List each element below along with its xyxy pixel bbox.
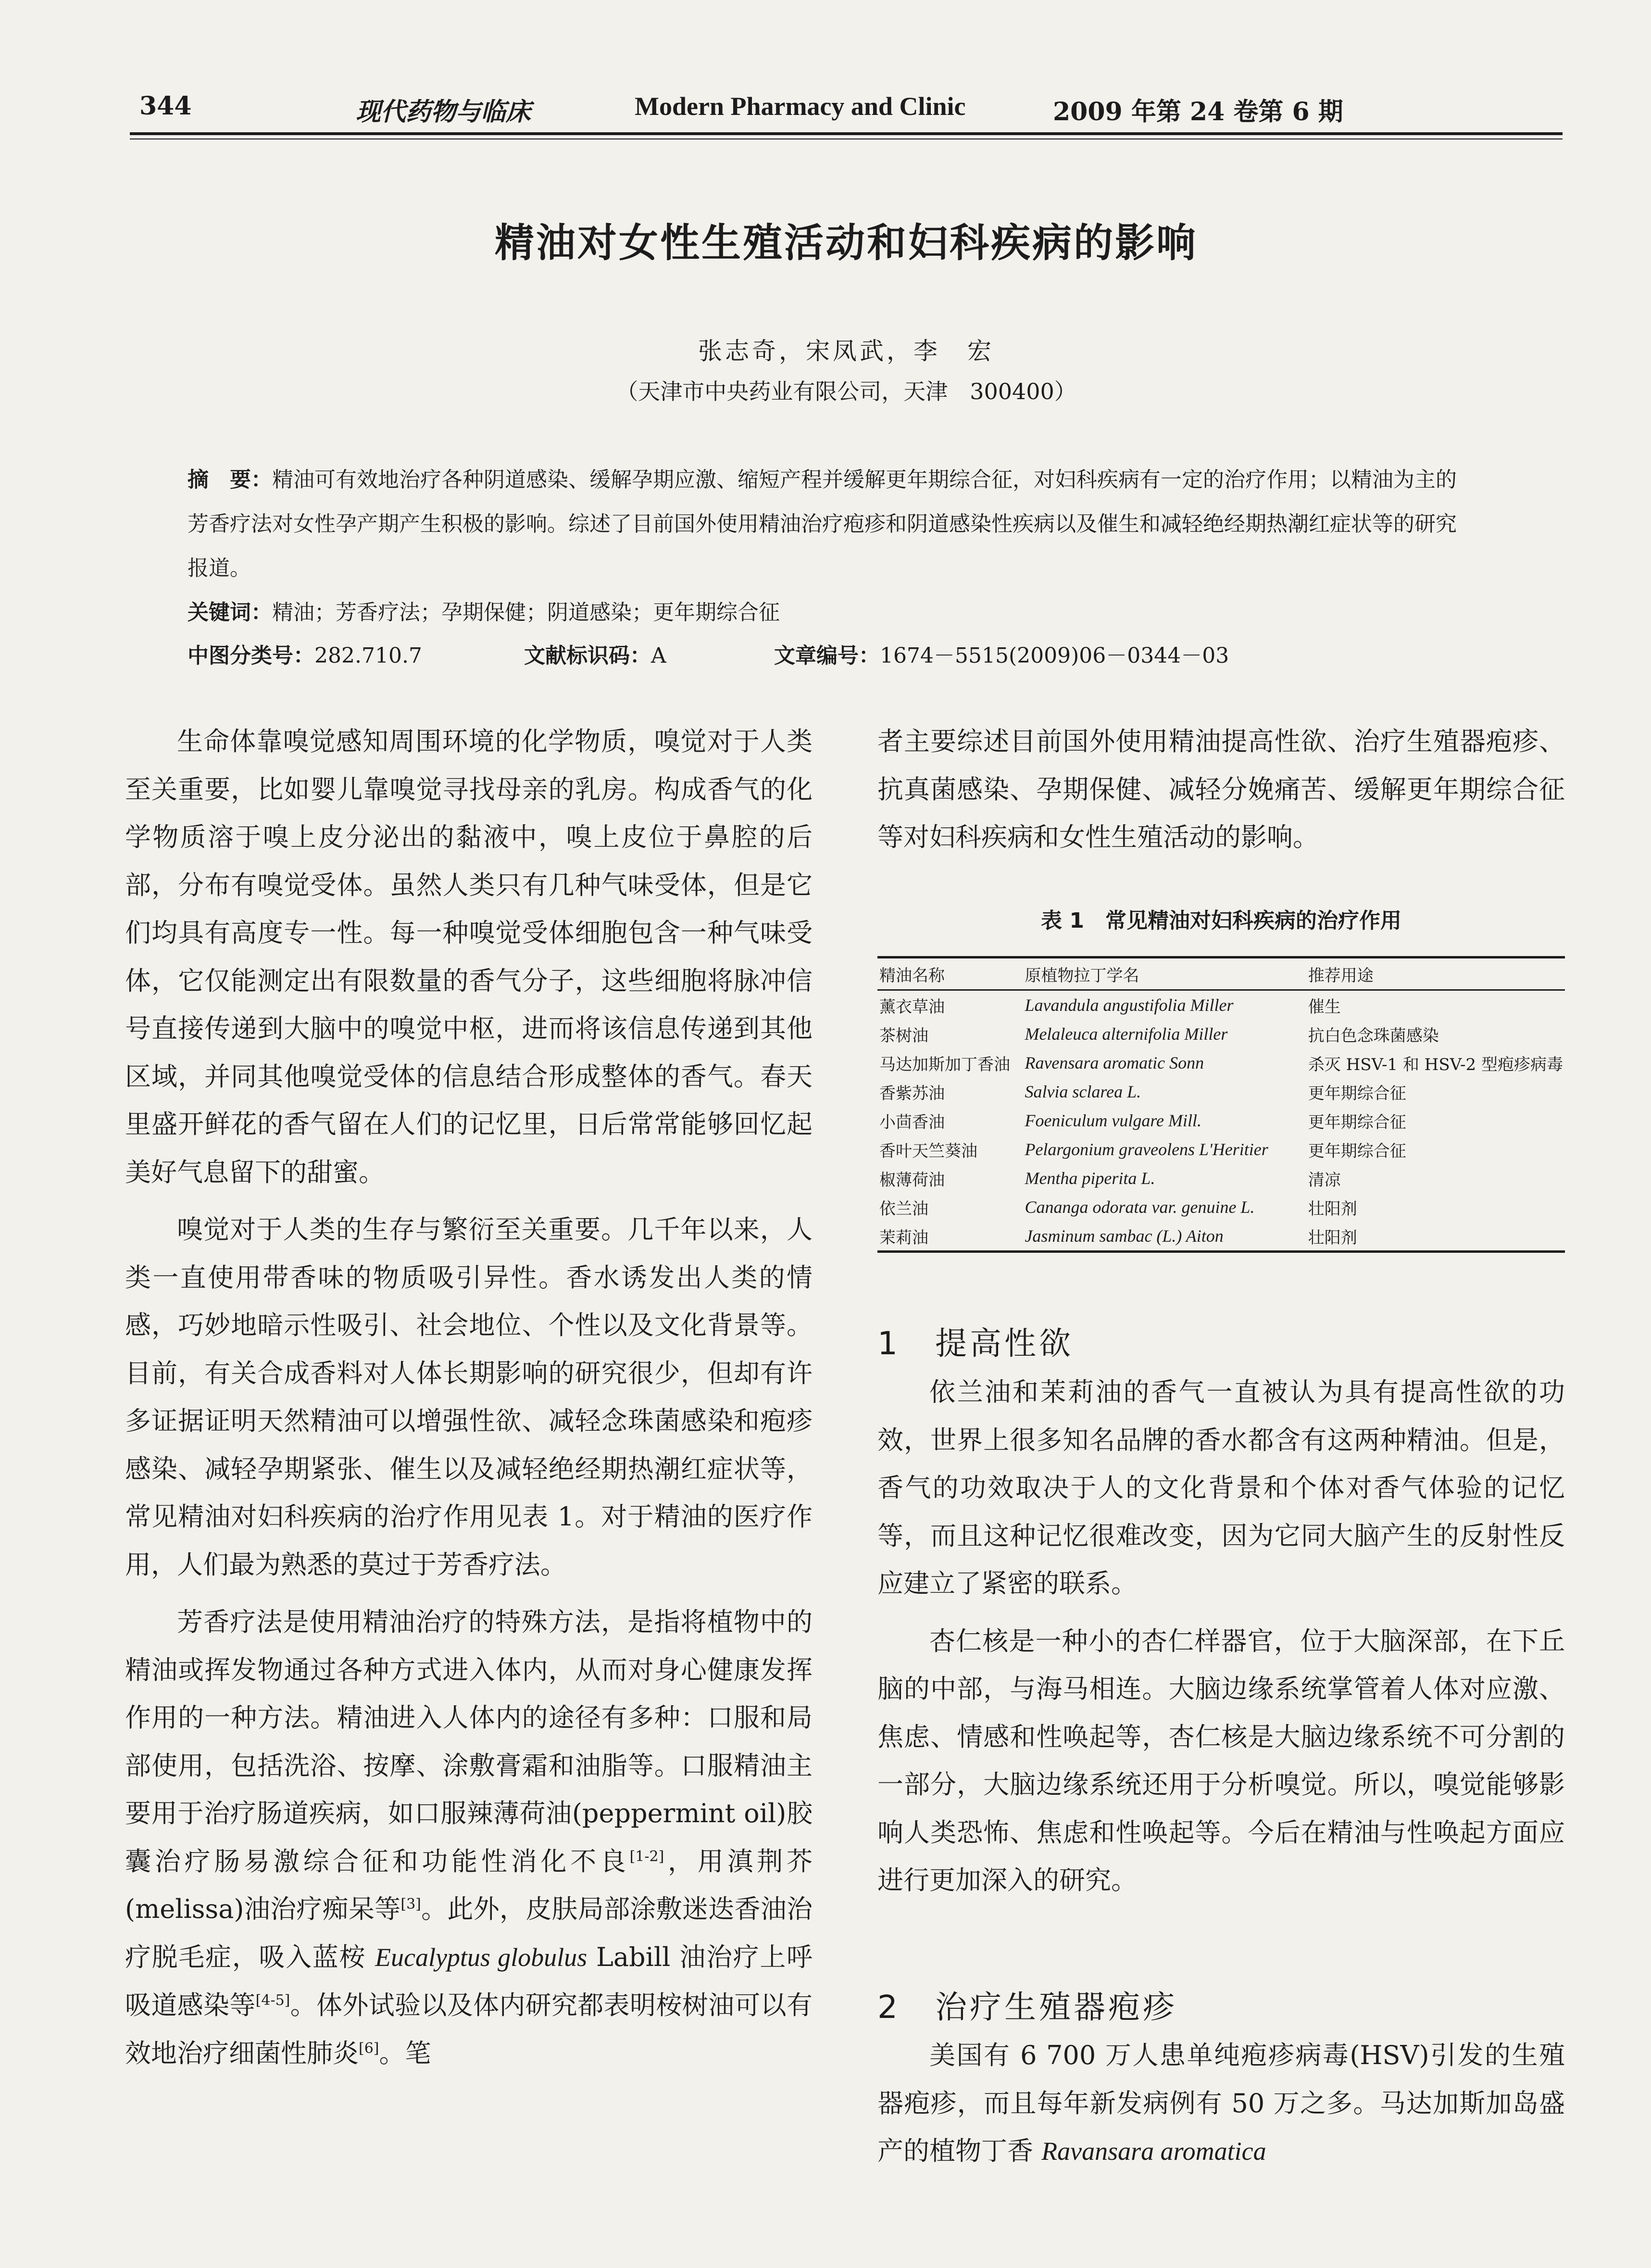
text-run: 。此外，皮肤局部涂敷迷迭香油治疗脱毛症，吸入蓝桉: [125, 1894, 813, 1972]
table-cell: 马达加斯加丁香油: [879, 1055, 1010, 1074]
table-cell: Melaleuca alternifolia Miller: [1025, 1024, 1228, 1044]
table-cell: Salvia sclarea L.: [1025, 1082, 1141, 1101]
scientific-name: Ravansara aromatica: [1041, 2137, 1266, 2166]
table-cell: 壮阳剂: [1308, 1199, 1357, 1219]
table-cell: Foeniculum vulgare Mill.: [1025, 1111, 1202, 1130]
paragraph: 者主要综述目前国外使用精油提高性欲、治疗生殖器疱疹、抗真菌感染、孕期保健、减轻分娩痛苦、缓解更年期综合征等对妇科疾病和女性生殖活动的影响。: [877, 726, 1565, 852]
header-rule-thick: [130, 132, 1563, 135]
table-cell: 清凉: [1308, 1170, 1341, 1190]
text-run: Labill 油治疗上呼吸道感染等: [125, 1941, 813, 2020]
table-row: [877, 1193, 1565, 1222]
table-cell: 依兰油: [879, 1199, 928, 1219]
table-cell: Lavandula angustifolia Miller: [1025, 995, 1234, 1015]
essential-oil-table: [877, 956, 1565, 1253]
doc-code-value: A: [651, 643, 666, 668]
clc-label: 中图分类号：: [188, 643, 314, 668]
issue-info: 2009 年第 24 卷第 6 期: [1053, 97, 1343, 126]
table-cell: 薰衣草油: [879, 997, 945, 1017]
clc-value: 282.710.7: [314, 643, 422, 668]
keywords: [188, 591, 1457, 635]
abstract-text: 精油可有效地治疗各种阴道感染、缓解孕期应激、缩短产程并缓解更年期综合征，对妇科疾病有一定的治疗作用；以精油为主的芳香疗法对女性孕产期产生积极的影响。综述了目前国外使用精油治疗疱疹和阴道感染性疾病以及催生和减轻绝经期热潮红症状等的研究报道。: [188, 467, 1457, 580]
left-column: [125, 718, 813, 2077]
right-column-section-1: [877, 1368, 1565, 1904]
table-cell: 更年期综合征: [1308, 1141, 1406, 1161]
paragraph: [877, 2031, 1565, 2176]
paragraph: 生命体靠嗅觉感知周围环境的化学物质，嗅觉对于人类至关重要，比如婴儿靠嗅觉寻找母亲的乳房。构成香气的化学物质溶于嗅上皮分泌出的黏液中，嗅上皮位于鼻腔的后部，分布有嗅觉受体。虽然人类只有几种气味受体，但是它们均具有高度专一性。每一种嗅觉受体细胞包含一种气味受体，它仅能测定出有限数量的香气分子，这些细胞将脉冲信号直接传递到大脑中的嗅觉中枢，进而将该信息传递到其他区域，并同其他嗅觉受体的信息结合形成整体的香气。春天里盛开鲜花的香气留在人们的记忆里，日后常常能够回忆起美好气息留下的甜蜜。: [125, 726, 813, 1187]
text-run: 。体外试验以及体内研究都表明桉树油可以有效地治疗细菌性肺炎: [125, 1990, 813, 2068]
table-cell: 茉莉油: [877, 1222, 1023, 1252]
table-row: [877, 1222, 1565, 1252]
keywords-label: 关键词：: [188, 600, 272, 625]
table-row: [877, 1077, 1565, 1106]
right-column-section-2: [877, 2031, 1565, 2176]
section-heading-2: 2 治疗生殖器疱疹: [877, 1989, 1177, 2026]
table-header: 精油名称: [877, 958, 1023, 990]
table-cell: 更年期综合征: [1308, 1112, 1406, 1132]
table-cell: Pelargonium graveolens L'Heritier: [1025, 1140, 1268, 1159]
table-cell: 更年期综合征: [1308, 1084, 1406, 1103]
table-cell: Cananga odorata var. genuine L.: [1025, 1197, 1255, 1217]
table-row: [877, 1106, 1565, 1135]
table-row: [877, 1164, 1565, 1193]
article-title: 精油对女性生殖活动和妇科疾病的影响: [494, 220, 1198, 266]
table-caption: 表 1 常见精油对妇科疾病的治疗作用: [1041, 908, 1401, 933]
table-cell: 椒薄荷油: [879, 1170, 945, 1190]
right-column-top: [877, 718, 1565, 861]
doc-code-label: 文献标识码：: [524, 643, 651, 668]
citation: [6]: [359, 2040, 379, 2057]
table-cell: Ravensara aromatic Sonn: [1025, 1053, 1204, 1072]
abstract-label: 摘 要：: [188, 467, 272, 492]
article-affiliation: （天津市中央药业有限公司，天津 300400）: [616, 378, 1076, 404]
paragraph: 依兰油和茉莉油的香气一直被认为具有提高性欲的功效，世界上很多知名品牌的香水都含有这两种精油。但是，香气的功效取决于人的文化背景和个体对香气体验的记忆等，而且这种记忆很难改变，因为它同大脑产生的反射性反应建立了紧密的联系。: [877, 1377, 1565, 1599]
table-header: 推荐用途: [1306, 958, 1565, 990]
citation: [1-2]: [629, 1848, 664, 1865]
table-cell: 香叶天竺葵油: [879, 1141, 977, 1161]
classification-line: [188, 634, 1457, 678]
table-cell: 杀灭 HSV-1 和 HSV-2 型疱疹病毒: [1308, 1055, 1563, 1074]
journal-name-cn: 现代药物与临床: [356, 97, 531, 126]
table-header-row: [877, 958, 1565, 990]
paragraph: 嗅觉对于人类的生存与繁衍至关重要。几千年以来，人类一直使用带香味的物质吸引异性。香水诱发出人类的情感，巧妙地暗示性吸引、社会地位、个性以及文化背景等。目前，有关合成香料对人体长期影响的研究很少，但却有许多证据证明天然精油可以增强性欲、减轻念珠菌感染和疱疹感染、减轻孕期紧张、催生以及减轻绝经期热潮红症状等，常见精油对妇科疾病的治疗作用见表 1。对于精油的医疗作用，人们最为熟悉的莫过于芳香疗法。: [125, 1214, 813, 1580]
keywords-text: 精油；芳香疗法；孕期保健；阴道感染；更年期综合征: [272, 600, 780, 625]
table-row: [877, 1020, 1565, 1048]
article-authors: 张志奇，宋凤武，李 宏: [698, 337, 994, 365]
table-cell: 催生: [1308, 997, 1341, 1017]
text-run: ，用滇荆芥(melissa)油治疗痴呆等: [125, 1846, 813, 1924]
table-row: [877, 1048, 1565, 1077]
table-header: 原植物拉丁学名: [1023, 958, 1306, 990]
text-run: 。笔: [379, 2038, 431, 2068]
scientific-name: Eucalyptus globulus: [375, 1942, 588, 1972]
table-cell: Mentha piperita L.: [1025, 1169, 1155, 1188]
abstract: [188, 458, 1457, 591]
citation: [3]: [400, 1896, 421, 1913]
table-cell: 壮阳剂: [1306, 1222, 1565, 1252]
table-cell: 抗白色念珠菌感染: [1308, 1026, 1439, 1046]
citation: [4-5]: [255, 1992, 290, 2009]
article-no-label: 文章编号：: [774, 643, 880, 668]
paragraph: 杏仁核是一种小的杏仁样器官，位于大脑深部，在下丘脑的中部，与海马相连。大脑边缘系统掌管着人体对应激、焦虑、情感和性唤起等，杏仁核是大脑边缘系统不可分割的一部分，大脑边缘系统还用于分析嗅觉。所以，嗅觉能够影响人类恐怖、焦虑和性唤起等。今后在精油与性唤起方面应进行更加深入的研究。: [877, 1625, 1565, 1895]
text-run: 美国有 6 700 万人患单纯疱疹病毒(HSV)引发的生殖器疱疹，而且每年新发病例有 50 万之多。马达加斯加岛盛产的植物丁香: [877, 2040, 1565, 2166]
running-header: [139, 91, 1563, 130]
table-row: [877, 990, 1565, 1020]
table-cell: 小茴香油: [879, 1112, 945, 1132]
table-cell: Jasminum sambac (L.) Aiton: [1023, 1222, 1306, 1252]
paragraph: [125, 1598, 813, 2077]
table-cell: 茶树油: [879, 1026, 928, 1046]
page-number: 344: [139, 91, 192, 121]
article-no-value: 1674－5515(2009)06－0344－03: [880, 643, 1229, 668]
table-cell: 香紫苏油: [879, 1084, 945, 1103]
text-run: 芳香疗法是使用精油治疗的特殊方法，是指将植物中的精油或挥发物通过各种方式进入体内，从而对身心健康发挥作用的一种方法。精油进入人体内的途径有多种：口服和局部使用，包括洗浴、按摩、涂敷膏霜和油脂等。口服精油主要用于治疗肠道疾病，如口服辣薄荷油(peppermint oil)胶囊治疗肠易激综合征和功能性消化不良: [125, 1607, 813, 1877]
table-row: [877, 1135, 1565, 1164]
journal-name-en: Modern Pharmacy and Clinic: [635, 92, 966, 121]
section-heading-1: 1 提高性欲: [877, 1325, 1074, 1362]
